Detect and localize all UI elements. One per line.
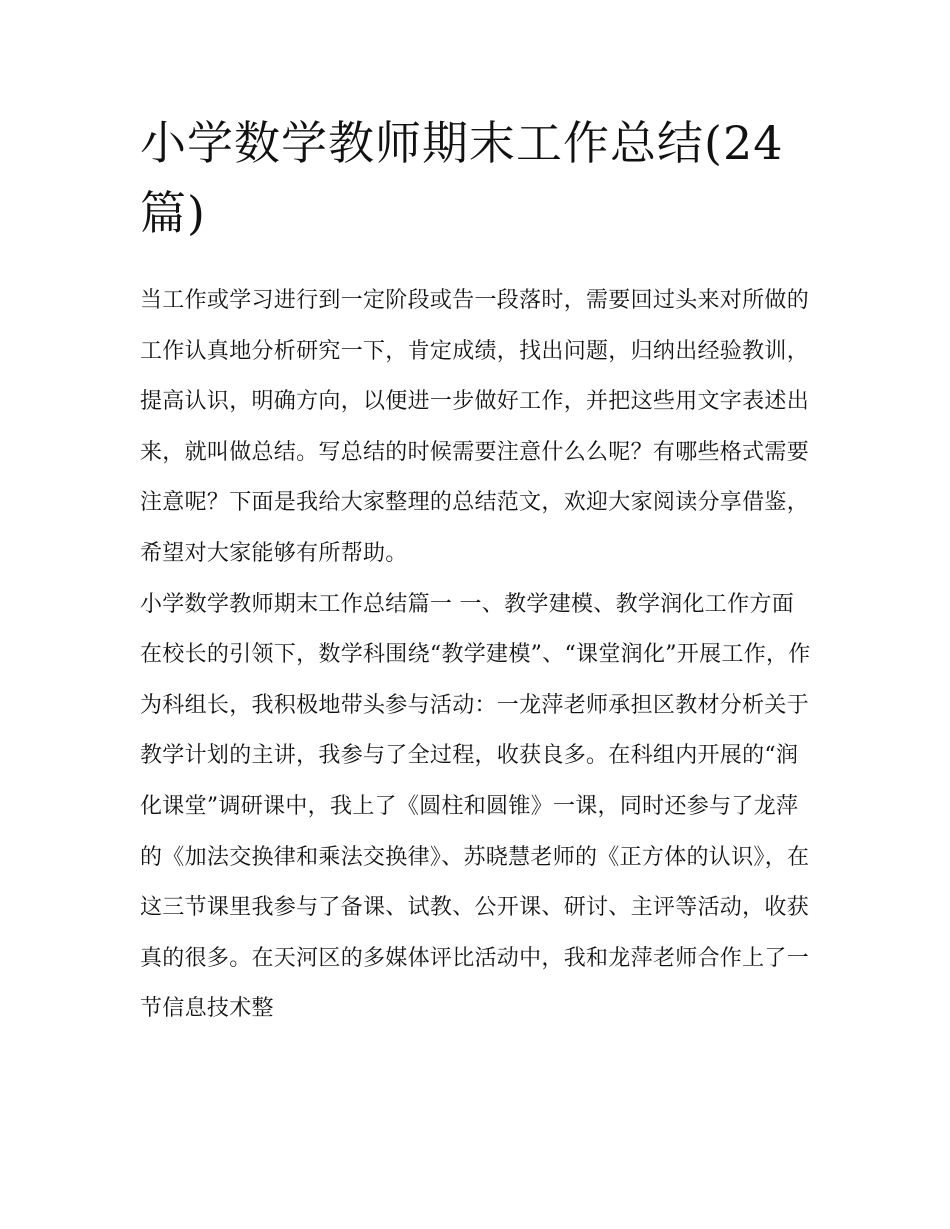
intro-paragraph: 当工作或学习进行到一定阶段或告一段落时，需要回过头来对所做的工作认真地分析研究一下，肯定成绩，找出问题，归纳出经验教训，提高认识，明确方向，以便进一步做好工作，并把这些用文字表述出来，就叫做总结。写总结的时候需要注意什么么呢？有哪些格式需要注意呢？下面是我给大家整理的总结范文，欢迎大家阅读分享借鉴，希望对大家能够有所帮助。: [140, 288, 810, 566]
document-page: [140, 108, 812, 1035]
document-title: 小学数学教师期末工作总结(24篇): [140, 116, 784, 240]
body-paragraph: 在校长的引领下，数学科围绕“教学建模”、“课堂润化”开展工作，作为科组长，我积极地带头参与活动：一龙萍老师承担区教材分析关于教学计划的主讲，我参与了全过程，收获良多。在科组内开展的“润化课堂”调研课中，我上了《圆柱和圆锥》一课，同时还参与了龙萍的《加法交换律和乘法交换律》、苏晓慧老师的《正方体的认识》，在这三节课里我参与了备课、试教、公开课、研讨、主评等活动，收获真的很多。在天河区的多媒体评比活动中，我和龙萍老师合作上了一节信息技术整: [140, 642, 811, 1022]
section-heading: 小学数学教师期末工作总结篇一 一、教学建模、教学润化工作方面: [140, 591, 794, 617]
